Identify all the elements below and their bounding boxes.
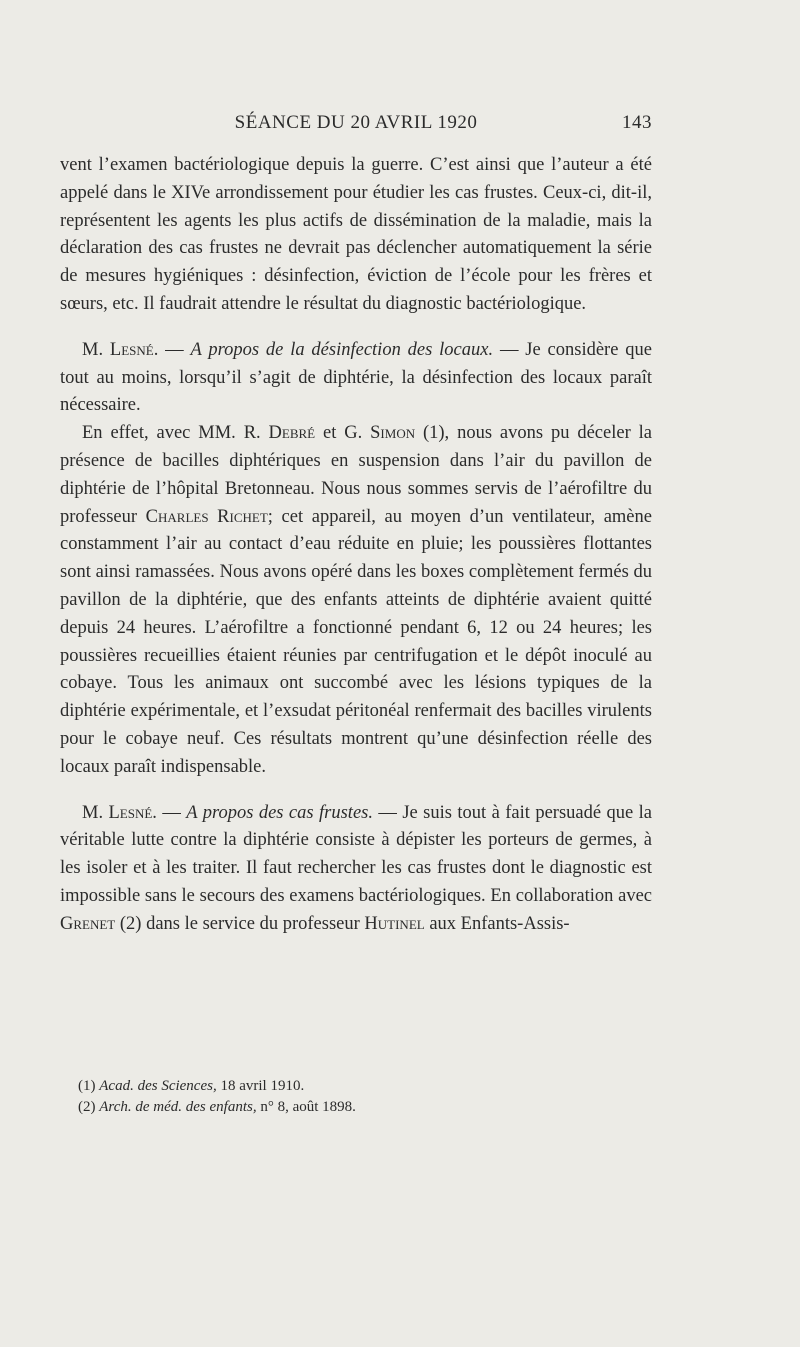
footnote-number: (1) xyxy=(78,1078,100,1094)
paragraph-text: — Je suis tout à fait persuadé que la véritable lutte contre la diphtérie consiste à dépister les porteurs de germes, à les isoler et à les traiter. Il faut rechercher les cas frustes dont le diagnostic est impossible sans le secours des examens bactériologiques. En collaboration avec xyxy=(60,802,652,906)
paragraph-text: En effet, avec MM. xyxy=(82,423,244,444)
footnote-source: Acad. des Sciences, xyxy=(99,1078,217,1094)
author-name: Grenet xyxy=(60,913,116,934)
footnote-2 xyxy=(78,1097,648,1118)
author-name: R. Debré xyxy=(243,423,316,444)
footnote-date: n° 8, août 1898. xyxy=(256,1099,356,1115)
paragraph-text: et xyxy=(315,423,345,444)
paragraph-lesne-desinfection: M. Lesné. — A propos de la désinfection des locaux. — Je considère que tout au moins, lorsqu’il s’agit de diphtérie, la désinfection des locaux paraît nécessaire. xyxy=(60,339,652,416)
paragraph-continued: vent l’examen bactériologique depuis la guerre. C’est ainsi que l’auteur a été appelé dans le XIVe arrondissement pour étudier les cas frustes. Ceux-ci, dit-il, représentent les agents les plus actifs de dissémination de la maladie, mais la déclaration des cas frustes ne devrait pas déclencher automatiquement la série de mesures hygiéniques : désinfection, éviction de l’école pour les frères et sœurs, etc. Il faudrait attendre le résultat du diagnostic bactériologique. xyxy=(60,155,652,314)
running-header xyxy=(60,112,652,142)
paragraph-experiment xyxy=(60,420,652,781)
speaker-name: M. Lesné. xyxy=(82,339,159,360)
author-name: Hutinel xyxy=(364,913,425,934)
footnote-date: 18 avril 1910. xyxy=(216,1078,305,1094)
paragraph-text: aux Enfants-Assis- xyxy=(424,913,570,934)
paragraph-text: (2) dans le service du professeur xyxy=(115,913,365,934)
section-title: A propos des cas frustes. xyxy=(186,802,373,823)
paragraph-text: (1), nous avons pu déceler la présence de bacilles diphtériques en suspension dans l’air du pavillon de diphtérie de l’hôpital Bretonneau. Nous nous sommes servis de l’aérofiltre du professeur xyxy=(60,423,652,527)
paragraph-text: — Je considère que tout au moins, lorsqu’il s’agit de diphtérie, la désinfection des locaux paraît nécessaire. xyxy=(60,339,652,416)
footnote-source: Arch. de méd. des enfants, xyxy=(99,1099,257,1115)
paragraph-text: ; cet appareil, au moyen d’un ventilateur, amène constamment l’air au contact d’eau réduite en pluie; les poussières flottantes sont ainsi ramassées. Nous avons opéré dans les boxes complètement fermés du pavillon de la diphtérie, que des enfants atteints de diphtérie avaient quitté depuis 24 heures. L’aérofiltre a fonctionné pendant 6, 12 ou 24 heures; les poussières recueillies étaient réunies par centrifugation et le dépôt inoculé au cobaye. Tous les animaux ont succombé avec les lésions typiques de la diphtérie expérimentale, et l’exsudat péritonéal renfermait des bacilles virulents pour le cobaye neuf. Ces résultats montrent qu’une désinfection réelle des locaux paraît indispensable. xyxy=(60,506,652,777)
footnote-number: (2) xyxy=(78,1099,100,1115)
author-name: Charles Richet xyxy=(145,506,268,527)
page-number: 143 xyxy=(622,112,652,133)
speaker-name: M. Lesné. xyxy=(82,802,157,823)
footnotes xyxy=(78,1076,648,1118)
running-title: SÉANCE DU 20 AVRIL 1920 xyxy=(234,112,478,133)
section-title: A propos de la désinfection des locaux. xyxy=(190,339,494,360)
paragraph-lesne-cas-frustes: M. Lesné. — A propos des cas frustes. — Je suis tout à fait persuadé que la véritable lutte contre la diphtérie consiste à dépister les porteurs de germes, à les isoler et à les traiter. Il faut rechercher les cas frustes dont le diagnostic est impossible sans le secours des examens bactériologiques. En collaboration avec Grenet (2) dans le service du professeur Hutinel aux Enfants-Assis- xyxy=(60,802,652,934)
author-name: G. Simon xyxy=(344,423,416,444)
footnote-1 xyxy=(78,1076,648,1097)
body-text xyxy=(60,152,652,939)
